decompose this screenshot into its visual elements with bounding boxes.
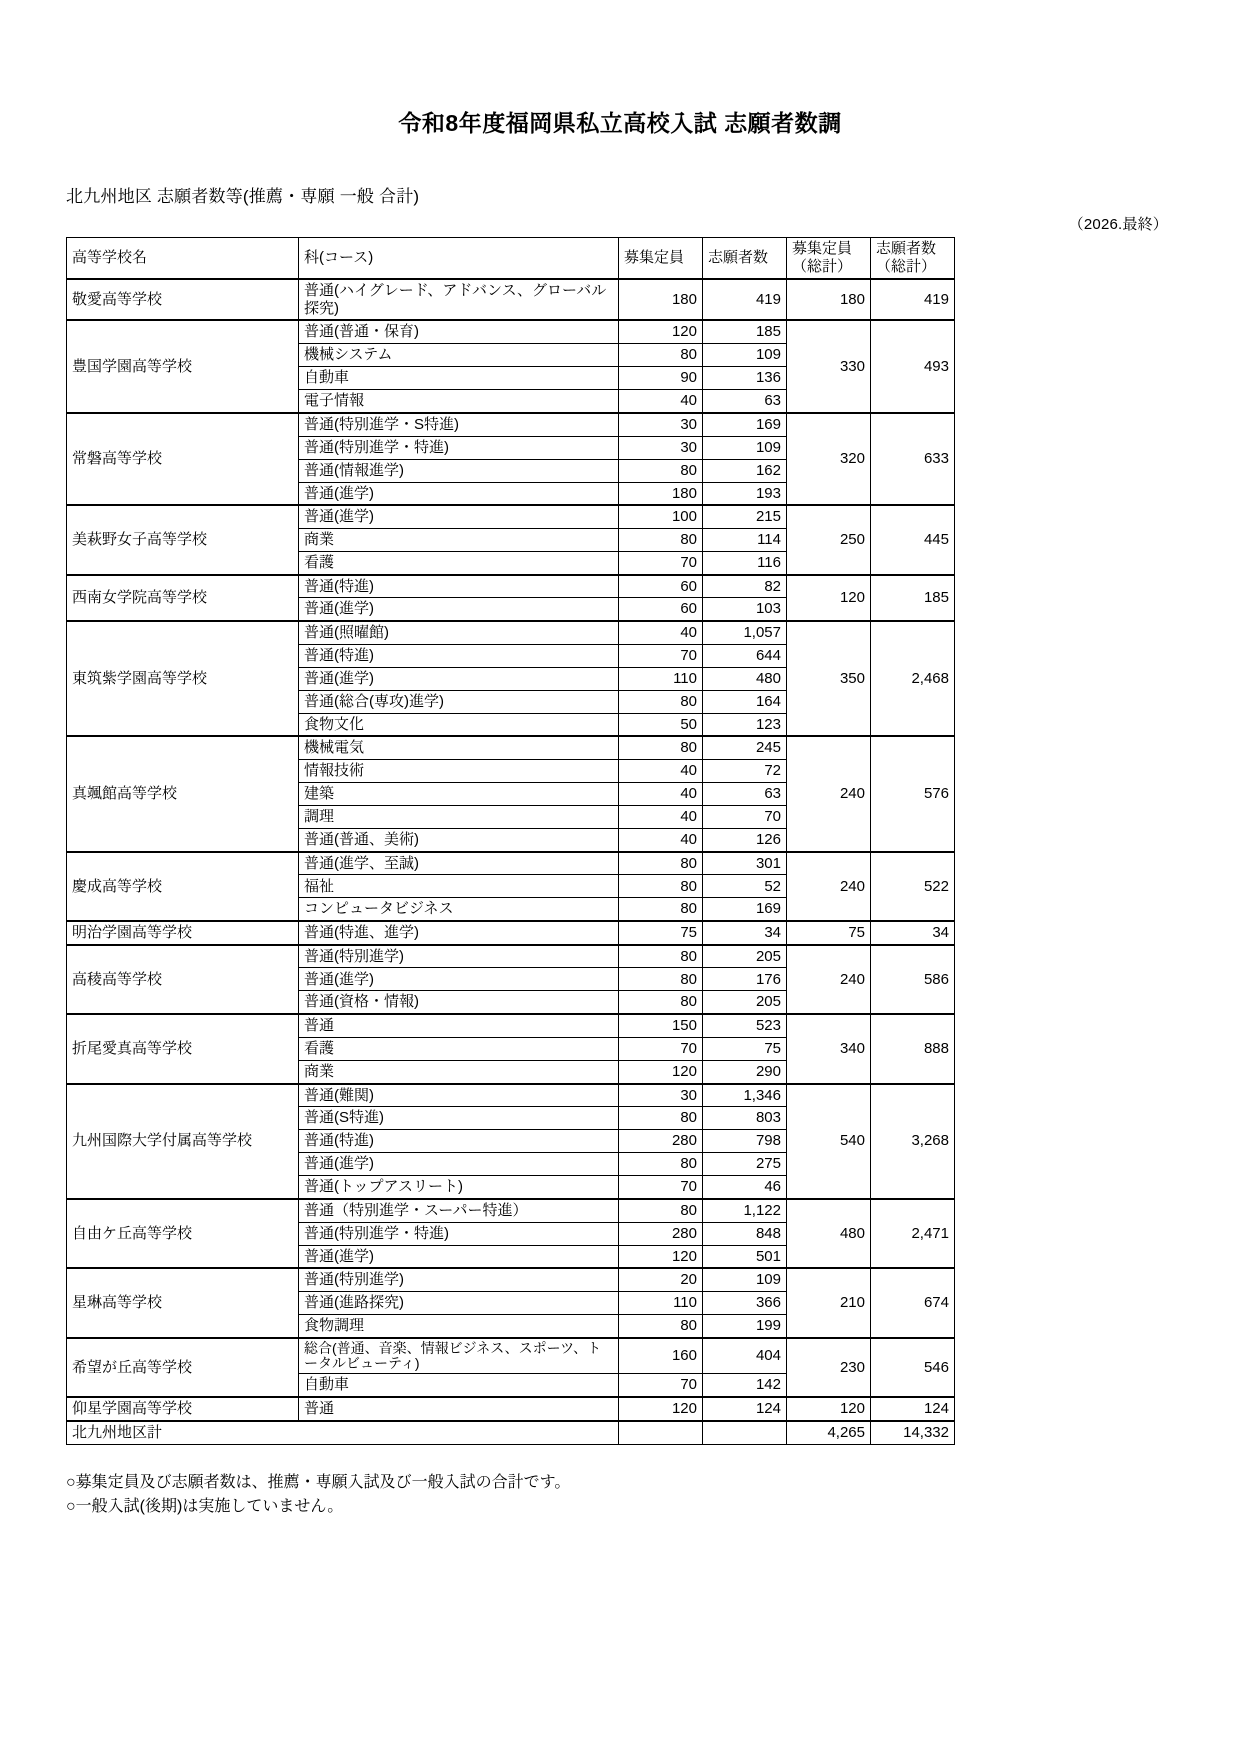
school-name-cell: 敬愛高等学校 (67, 279, 299, 320)
applicants-total-cell: 34 (871, 921, 955, 945)
school-name-cell: 星琳高等学校 (67, 1268, 299, 1337)
table-row (67, 621, 955, 644)
capacity-total-cell: 120 (787, 575, 871, 621)
capacity-total-cell: 240 (787, 945, 871, 1014)
table-row (67, 1084, 955, 1107)
school-name-cell: 明治学園高等学校 (67, 921, 299, 945)
school-name-cell: 自由ケ丘高等学校 (67, 1199, 299, 1268)
capacity-cell: 40 (619, 390, 703, 413)
course-name-cell: 普通(総合(専攻)進学) (299, 690, 619, 713)
header-applicants-total-line1: 志願者数 (876, 240, 937, 258)
course-name-cell: 普通(特進、進学) (299, 921, 619, 945)
applicants-cell: 366 (703, 1291, 787, 1314)
capacity-cell: 80 (619, 1314, 703, 1337)
applicants-cell: 480 (703, 667, 787, 690)
applicants-cell: 63 (703, 783, 787, 806)
capacity-cell: 110 (619, 667, 703, 690)
capacity-cell: 60 (619, 575, 703, 598)
applicants-cell: 63 (703, 390, 787, 413)
capacity-cell: 280 (619, 1222, 703, 1245)
capacity-cell: 80 (619, 898, 703, 921)
capacity-cell: 75 (619, 921, 703, 945)
course-name-cell: 食物文化 (299, 713, 619, 736)
capacity-cell: 70 (619, 551, 703, 574)
school-name-cell: 高稜高等学校 (67, 945, 299, 1014)
header-capacity: 募集定員 (619, 237, 703, 279)
course-name-cell: 情報技術 (299, 760, 619, 783)
capacity-cell: 120 (619, 1060, 703, 1083)
applicants-cell: 169 (703, 413, 787, 436)
capacity-cell: 80 (619, 1153, 703, 1176)
table-row (67, 1397, 955, 1421)
applicants-total-cell: 522 (871, 852, 955, 921)
course-name-cell: 普通(トップアスリート) (299, 1176, 619, 1199)
course-name-cell: 機械電気 (299, 736, 619, 759)
applicants-total-cell: 3,268 (871, 1084, 955, 1199)
applicants-cell: 185 (703, 320, 787, 343)
applicants-cell: 404 (703, 1338, 787, 1374)
applicants-cell: 644 (703, 644, 787, 667)
capacity-cell: 80 (619, 459, 703, 482)
school-name-cell: 東筑紫学園高等学校 (67, 621, 299, 736)
capacity-total-cell: 120 (787, 1397, 871, 1421)
course-name-cell: 普通(進学) (299, 598, 619, 621)
course-name-cell: 商業 (299, 1060, 619, 1083)
capacity-total-cell: 330 (787, 320, 871, 412)
capacity-cell: 70 (619, 644, 703, 667)
capacity-cell: 180 (619, 482, 703, 505)
applicants-cell: 103 (703, 598, 787, 621)
capacity-cell: 80 (619, 991, 703, 1014)
capacity-cell: 70 (619, 1374, 703, 1397)
capacity-cell: 30 (619, 413, 703, 436)
course-name-cell: 普通(進学、至誠) (299, 852, 619, 875)
applicants-cell: 82 (703, 575, 787, 598)
header-school: 高等学校名 (67, 237, 299, 279)
course-name-cell: 普通(S特進) (299, 1107, 619, 1130)
capacity-cell: 60 (619, 598, 703, 621)
applicants-cell: 245 (703, 736, 787, 759)
capacity-cell: 70 (619, 1037, 703, 1060)
course-name-cell: 総合(普通、音楽、情報ビジネス、スポーツ、トータルビューティ) (299, 1338, 619, 1374)
applicants-total-cell: 674 (871, 1268, 955, 1337)
page-title: 令和8年度福岡県私立高校入試 志願者数調 (398, 110, 842, 136)
applicants-cell: 116 (703, 551, 787, 574)
applicants-total-cell: 2,471 (871, 1199, 955, 1268)
school-name-cell: 九州国際大学付属高等学校 (67, 1084, 299, 1199)
school-name-cell: 西南女学院高等学校 (67, 575, 299, 621)
capacity-total-cell: 540 (787, 1084, 871, 1199)
course-name-cell: 福祉 (299, 875, 619, 898)
table-row (67, 1199, 955, 1222)
table-row (67, 575, 955, 598)
capacity-cell: 50 (619, 713, 703, 736)
applicants-cell: 501 (703, 1245, 787, 1268)
applicants-total-cell: 445 (871, 505, 955, 574)
course-name-cell: 普通(進学) (299, 667, 619, 690)
applicants-total-cell: 576 (871, 736, 955, 851)
district-total-row (67, 1421, 955, 1444)
applicants-cell: 205 (703, 945, 787, 968)
header-course: 科(コース) (299, 237, 619, 279)
table-row (67, 279, 955, 320)
capacity-cell: 120 (619, 1245, 703, 1268)
capacity-cell: 30 (619, 436, 703, 459)
footnotes (66, 1471, 1240, 1521)
applicants-cell: 34 (703, 921, 787, 945)
school-name-cell: 慶成高等学校 (67, 852, 299, 921)
capacity-cell: 80 (619, 968, 703, 991)
course-name-cell: 自動車 (299, 1374, 619, 1397)
applicants-table (66, 237, 955, 1445)
header-applicants-total (871, 237, 955, 279)
table-row (67, 921, 955, 945)
capacity-cell: 90 (619, 367, 703, 390)
capacity-total-cell: 230 (787, 1338, 871, 1397)
applicants-cell: 169 (703, 898, 787, 921)
course-name-cell: 機械システム (299, 344, 619, 367)
course-name-cell: 普通 (299, 1014, 619, 1037)
course-name-cell: 普通(特別進学) (299, 945, 619, 968)
capacity-cell: 40 (619, 621, 703, 644)
applicants-cell: 523 (703, 1014, 787, 1037)
footnote-line: ○一般入試(後期)は実施していません。 (66, 1498, 344, 1516)
course-name-cell: 食物調理 (299, 1314, 619, 1337)
capacity-cell: 40 (619, 783, 703, 806)
applicants-total-cell: 419 (871, 279, 955, 320)
capacity-total-cell: 180 (787, 279, 871, 320)
school-name-cell: 常磐高等学校 (67, 413, 299, 505)
course-name-cell: 普通(進学) (299, 1153, 619, 1176)
district-total-capacity: 4,265 (787, 1421, 871, 1444)
capacity-cell: 70 (619, 1176, 703, 1199)
course-name-cell: 電子情報 (299, 390, 619, 413)
capacity-cell: 120 (619, 1397, 703, 1421)
applicants-total-cell: 493 (871, 320, 955, 412)
capacity-total-cell: 340 (787, 1014, 871, 1083)
applicants-cell: 52 (703, 875, 787, 898)
district-total-label: 北九州地区計 (67, 1421, 619, 1444)
capacity-cell: 80 (619, 852, 703, 875)
course-name-cell: 普通(照曜館) (299, 621, 619, 644)
capacity-cell: 80 (619, 875, 703, 898)
applicants-cell: 419 (703, 279, 787, 320)
applicants-cell: 126 (703, 829, 787, 852)
course-name-cell: 自動車 (299, 367, 619, 390)
course-name-cell: 普通(情報進学) (299, 459, 619, 482)
course-name-cell: 普通(進路探究) (299, 1291, 619, 1314)
capacity-cell: 30 (619, 1084, 703, 1107)
applicants-total-cell: 586 (871, 945, 955, 1014)
course-name-cell: 普通（特別進学・スーパー特進） (299, 1199, 619, 1222)
applicants-cell: 46 (703, 1176, 787, 1199)
section-subtitle: 北九州地区 志願者数等(推薦・専願 一般 合計) (66, 186, 420, 206)
course-name-cell: 普通(普通、美術) (299, 829, 619, 852)
school-name-cell: 真颯館高等学校 (67, 736, 299, 851)
capacity-cell: 100 (619, 505, 703, 528)
school-name-cell: 折尾愛真高等学校 (67, 1014, 299, 1083)
header-applicants: 志願者数 (703, 237, 787, 279)
course-name-cell: 調理 (299, 806, 619, 829)
course-name-cell: 普通(特別進学・S特進) (299, 413, 619, 436)
capacity-cell: 80 (619, 528, 703, 551)
applicants-total-cell: 546 (871, 1338, 955, 1397)
table-row (67, 852, 955, 875)
applicants-cell: 109 (703, 436, 787, 459)
applicants-cell: 1,057 (703, 621, 787, 644)
capacity-total-cell: 480 (787, 1199, 871, 1268)
course-name-cell: 普通(ハイグレード、アドバンス、グローバル探究) (299, 279, 619, 320)
applicants-cell: 109 (703, 344, 787, 367)
course-name-cell: 普通(進学) (299, 505, 619, 528)
capacity-cell: 40 (619, 760, 703, 783)
applicants-cell: 301 (703, 852, 787, 875)
header-capacity-total-line1: 募集定員 (792, 240, 853, 258)
table-row (67, 1014, 955, 1037)
applicants-cell: 290 (703, 1060, 787, 1083)
header-applicants-total-line2: （総計） (876, 257, 937, 275)
capacity-cell: 150 (619, 1014, 703, 1037)
course-name-cell: 普通(進学) (299, 482, 619, 505)
table-body (67, 279, 955, 1444)
applicants-cell: 162 (703, 459, 787, 482)
capacity-cell: 80 (619, 945, 703, 968)
capacity-cell: 280 (619, 1130, 703, 1153)
school-name-cell: 希望が丘高等学校 (67, 1338, 299, 1397)
applicants-cell: 124 (703, 1397, 787, 1421)
applicants-cell: 215 (703, 505, 787, 528)
capacity-cell: 80 (619, 1107, 703, 1130)
applicants-cell: 136 (703, 367, 787, 390)
table-row (67, 505, 955, 528)
applicants-total-cell: 888 (871, 1014, 955, 1083)
capacity-cell: 180 (619, 279, 703, 320)
course-name-cell: 普通(進学) (299, 1245, 619, 1268)
table-row (67, 1338, 955, 1374)
header-capacity-total (787, 237, 871, 279)
course-name-cell: 普通(特進) (299, 575, 619, 598)
applicants-cell: 176 (703, 968, 787, 991)
course-name-cell: 建築 (299, 783, 619, 806)
applicants-total-cell: 124 (871, 1397, 955, 1421)
school-name-cell: 仰星学園高等学校 (67, 1397, 299, 1421)
course-name-cell: 看護 (299, 1037, 619, 1060)
course-name-cell: 普通(特別進学・特進) (299, 1222, 619, 1245)
capacity-cell: 20 (619, 1268, 703, 1291)
capacity-total-cell: 240 (787, 736, 871, 851)
revision-label: （2026.最終） (1068, 215, 1168, 233)
applicants-total-cell: 2,468 (871, 621, 955, 736)
table-row (67, 413, 955, 436)
school-name-cell: 豊国学園高等学校 (67, 320, 299, 412)
applicants-cell: 1,346 (703, 1084, 787, 1107)
capacity-cell: 40 (619, 806, 703, 829)
applicants-cell: 205 (703, 991, 787, 1014)
capacity-cell: 120 (619, 320, 703, 343)
course-name-cell: 普通(進学) (299, 968, 619, 991)
header-capacity-total-line2: （総計） (792, 257, 853, 275)
course-name-cell: 商業 (299, 528, 619, 551)
applicants-cell: 114 (703, 528, 787, 551)
capacity-cell: 110 (619, 1291, 703, 1314)
school-name-cell: 美萩野女子高等学校 (67, 505, 299, 574)
capacity-cell: 80 (619, 1199, 703, 1222)
district-total-blank-applicants (703, 1421, 787, 1444)
course-name-cell: 普通(特進) (299, 1130, 619, 1153)
district-total-blank-capacity (619, 1421, 703, 1444)
course-name-cell: 普通(特別進学・特進) (299, 436, 619, 459)
course-name-cell: 普通(資格・情報) (299, 991, 619, 1014)
capacity-cell: 40 (619, 829, 703, 852)
table-row (67, 945, 955, 968)
applicants-total-cell: 633 (871, 413, 955, 505)
applicants-cell: 848 (703, 1222, 787, 1245)
course-name-cell: 普通(普通・保育) (299, 320, 619, 343)
district-total-applicants: 14,332 (871, 1421, 955, 1444)
course-name-cell: 看護 (299, 551, 619, 574)
header-row (67, 237, 955, 279)
applicants-cell: 72 (703, 760, 787, 783)
course-name-cell: 普通(特別進学) (299, 1268, 619, 1291)
capacity-cell: 80 (619, 344, 703, 367)
applicants-cell: 1,122 (703, 1199, 787, 1222)
table-row (67, 736, 955, 759)
applicants-total-cell: 185 (871, 575, 955, 621)
applicants-cell: 193 (703, 482, 787, 505)
capacity-total-cell: 75 (787, 921, 871, 945)
applicants-cell: 199 (703, 1314, 787, 1337)
applicants-cell: 798 (703, 1130, 787, 1153)
capacity-total-cell: 210 (787, 1268, 871, 1337)
capacity-cell: 80 (619, 690, 703, 713)
table-header (67, 237, 955, 279)
applicants-cell: 142 (703, 1374, 787, 1397)
footnote-line: ○募集定員及び志願者数は、推薦・専願入試及び一般入試の合計です。 (66, 1473, 571, 1491)
applicants-cell: 75 (703, 1037, 787, 1060)
capacity-cell: 160 (619, 1338, 703, 1374)
applicants-cell: 109 (703, 1268, 787, 1291)
course-name-cell: 普通 (299, 1397, 619, 1421)
capacity-total-cell: 350 (787, 621, 871, 736)
applicants-cell: 70 (703, 806, 787, 829)
applicants-cell: 123 (703, 713, 787, 736)
capacity-total-cell: 240 (787, 852, 871, 921)
table-row (67, 1268, 955, 1291)
capacity-total-cell: 320 (787, 413, 871, 505)
capacity-total-cell: 250 (787, 505, 871, 574)
applicants-cell: 803 (703, 1107, 787, 1130)
applicants-cell: 275 (703, 1153, 787, 1176)
course-name-cell: 普通(特進) (299, 644, 619, 667)
course-name-cell: 普通(難関) (299, 1084, 619, 1107)
course-name-cell: コンピュータビジネス (299, 898, 619, 921)
applicants-cell: 164 (703, 690, 787, 713)
table-row (67, 320, 955, 343)
capacity-cell: 80 (619, 736, 703, 759)
